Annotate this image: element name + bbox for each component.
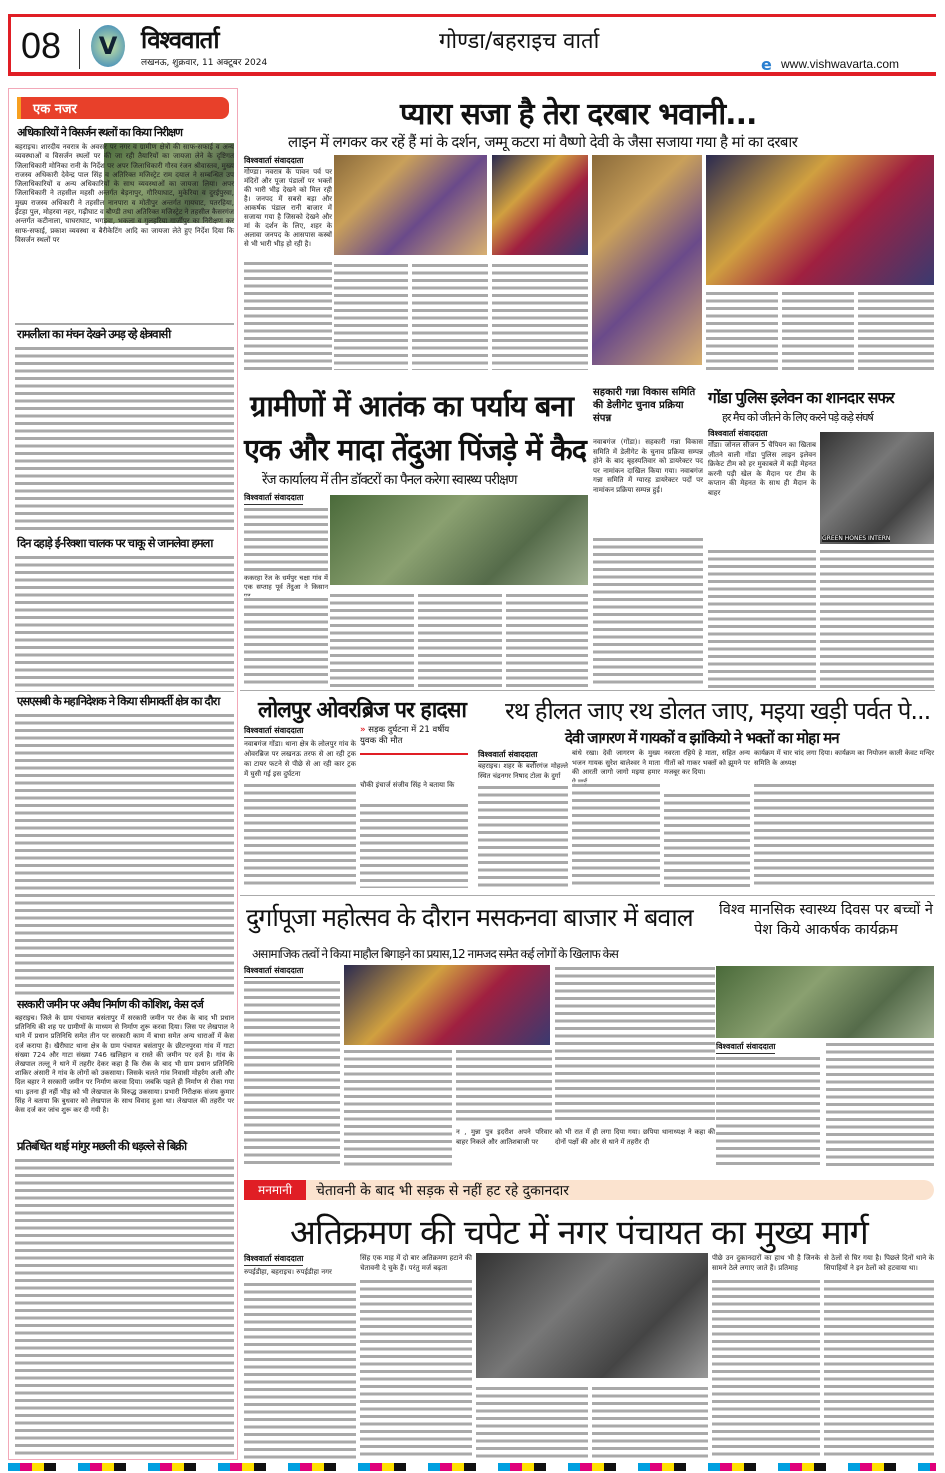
article-body: गोण्डा। नवरात्र के पावन पर्व पर मंदिरों और पूजा पंडालों पर भक्तों की भारी भीड़ देखने को मिल रही है। जनपद में सबसे बड़ा और आकर्षक पंडाल रानी बाजार में सजाया गया है जिसको देखने और मां के दर्शन के लिए, शहर के अलावा जनपद के आसपास कस्बों से भी भारी भीड़ हो रही है। bbox=[244, 168, 332, 248]
kicker-tag: मनमानी bbox=[244, 1180, 306, 1200]
article-body bbox=[15, 345, 234, 533]
paper-name: विश्ववार्ता bbox=[141, 26, 219, 54]
quote-chevron-icon: » bbox=[360, 725, 366, 735]
article-body: गोंडा। जोनल सीजन 5 चैंपियन का खिताब जीतने वाली गोंडा पुलिस लाइन इलेवन क्रिकेट टीम को हर मुकाबले में कड़ी मेहनत करनी पड़ी खेल के मैदान पर टीम के कप्तान की मेहनत के साथ ही मैदान के बाहर bbox=[708, 441, 816, 497]
section-tab: एक नजर bbox=[17, 97, 229, 119]
children-program-photo bbox=[716, 966, 934, 1038]
article-body: सिंह एक माह में दो बार अतिक्रमण हटाने की चेतावनी दे चुके हैं। परंतु मर्ज बढ़ता bbox=[360, 1254, 472, 1272]
idol-photo bbox=[492, 155, 588, 255]
police-subhead: हर मैच को जीतने के लिए करने पड़े कड़े संघर्ष bbox=[722, 411, 873, 424]
article-body bbox=[15, 712, 234, 995]
photo-banner: GREEN HONES INTERN bbox=[822, 535, 891, 542]
encroach-headline: अतिक्रमण की चपेट में नगर पंचायत का मुख्य मार्ग bbox=[290, 1213, 868, 1253]
article-body: कार्यक्रम में चार चांद लगा दिया। कार्यक्रम का नियोजन काली केवट मन्दिर समिति के अध्यक्ष bbox=[754, 749, 934, 767]
pull-quote-text: सड़क दुर्घटना में 21 वर्षीय युवक की मौत bbox=[360, 725, 450, 746]
ek-nazar-column bbox=[8, 88, 238, 1460]
goddess-photo bbox=[592, 155, 702, 365]
headline: एसएसबी के महानिदेशक ने किया सीमावर्ती क्षेत्र का दौरा bbox=[17, 694, 220, 708]
headline: सरकारी जमीन पर अवैध निर्माण की कोशिश, केस दर्ज bbox=[17, 998, 203, 1011]
article-body: न , मुन्ना पुत्र इदरीश अपने परिवार बाहर निकले और आतिशबाजी पर bbox=[456, 1128, 552, 1146]
lead-headline: प्यारा सजा है तेरा दरबार भवानी... bbox=[400, 97, 757, 132]
headline: रामलीला का मंचन देखने उमड़ रहे क्षेत्रवासी bbox=[17, 327, 171, 341]
durga-procession-photo bbox=[344, 965, 550, 1045]
website-url[interactable]: www.vishwavarta.com bbox=[781, 57, 900, 71]
article-body: रुपईडीहा, बहराइच। रुपईडीहा नगर bbox=[244, 1268, 332, 1276]
article-body: ककरहा रेंज के धर्मपुर चक्षा गांव में एक सप्ताह पूर्व तेंदुआ ने किसान bbox=[244, 574, 328, 591]
byline: विश्ववार्ता संवाददाता bbox=[244, 155, 303, 168]
section-title: गोण्डा/बहराइच वार्ता bbox=[439, 29, 600, 54]
mental-health-headline: विश्व मानसिक स्वास्थ्य दिवस पर बच्चों ने पेश किये आकर्षक कार्यक्रम bbox=[719, 902, 933, 938]
page-number: 08 bbox=[21, 25, 62, 66]
masthead bbox=[8, 14, 936, 76]
durga-subhead: असामाजिक तत्वों ने किया माहौल बिगाड़ने का प्रयास,12 नामजद समेत कई लोगों के खिलाफ केस bbox=[252, 947, 618, 961]
article-body: बहराइच। जिले के ग्राम पंचायत बसंतापुर में सरकारी जमीन पर रोक के बाद भी प्रधान प्रतिनिधि की शह पर ग्रामीणों के माध्यम से निर्माण शुरू करवा दिया। जिस पर लेखपाल ने थाने में प्रधान प्रतिनिधि समेत तीन पर सरकारी काम में बाधा समेत अन्य धाराओं में केस दर्ज कराया है। खैरीघाट थाना क्षेत्र के ग्राम पंचायत बसंतापुर के छीटनपुरवा गांव में गाटा संख्या 724 और गाटा संख्या 746 खलिहान व रास्ते की जमीन पर दर्ज है। गांव के लेखपाल तल्लू ने थाने में तहरीर देकर कहा है कि रोक के बाद भी ग्राम प्रधान प्रतिनिधि शाकिर अंसारी ने गांव के लोगों को उकसाया। जिसके चलते गांव निवासी मोहर्रम अली और दिल बहार ने सरकारी जमीन पर निर्माण करवा दिया। जबकि पहले ही निर्माण से रोका गया था। इतना ही नहीं भीड़ को भी लेखपाल के विरुद्ध उकसाया। प्रभारी निरीक्षक संजय कुमार सिंह ने बताया कि बुधवार को लेखपाल के साथ विवाद हुआ था। लेखपाल की तहरीर पर केस दर्ज कर जांच शुरू कर दी गयी है। bbox=[15, 1014, 234, 1115]
byline: विश्ववार्ता संवाददाता bbox=[244, 965, 303, 978]
kicker-banner bbox=[244, 1180, 934, 1200]
article-body: नवरता रहिये हे माता, सहित अन्य गीतों को गाकर भक्तों को झूमने पर मजबूर कर दिया। bbox=[664, 749, 750, 776]
road-encroachment-photo bbox=[476, 1253, 708, 1378]
leopard-headline-2: एक और मादा तेंदुआ पिंजड़े में कैद bbox=[244, 433, 586, 468]
lolpur-headline: लोलपुर ओवरब्रिज पर हादसा bbox=[258, 698, 466, 723]
byline: विश्ववार्ता संवाददाता bbox=[708, 428, 767, 441]
article-body bbox=[15, 1157, 234, 1457]
cricket-team-photo bbox=[820, 432, 934, 544]
logo-icon: V bbox=[91, 25, 125, 67]
pull-quote bbox=[360, 725, 468, 755]
durga-pandal-photo bbox=[334, 155, 487, 255]
byline: विश्ववार्ता संवाददाता bbox=[244, 492, 303, 505]
headline: अधिकारियों ने विसर्जन स्थलों का किया निरीक्षण bbox=[17, 126, 183, 139]
kicker-text: चेतावनी के बाद भी सड़क से नहीं हट रहे दुकानदार bbox=[316, 1183, 570, 1199]
headline: दिन दहाड़े ई-रिक्शा चालक पर चाकू से जानलेवा हमला bbox=[17, 536, 213, 550]
byline: विश्ववार्ता संवाददाता bbox=[244, 1253, 303, 1266]
article-body bbox=[15, 554, 234, 692]
article-body: पीछे उन दुकानदारों का हाथ भी है जिनके सामने ठेले लगाए जाते हैं। प्रतिमाह bbox=[712, 1254, 820, 1272]
police-headline: गोंडा पुलिस इलेवन का शानदार सफर bbox=[708, 389, 894, 407]
article-body: बांधे रखा। देवी जागरण के मुख्य भजन गायक सुरेश बालेश्वर ने माता की आरती जागो जागो मइया हमार bbox=[572, 749, 660, 776]
leopard-subhead: रेंज कार्यालय में तीन डॉक्टरों का पैनल करेगा स्वास्थ्य परीक्षण bbox=[262, 472, 517, 488]
leopard-cage-photo bbox=[330, 495, 588, 585]
durga-headline: दुर्गापूजा महोत्सव के दौरान मसकनवा बाजार में बवाल bbox=[246, 903, 693, 932]
leopard-headline-1: ग्रामीणों में आतंक का पर्याय बना bbox=[250, 389, 574, 423]
headline: प्रतिबंधित थाई मांगुर मछली की धड़ल्ले से बिक्री bbox=[17, 1139, 187, 1153]
article-body: बहराइच। शहर के बशीरगंज मोहल्ले स्थित चंद्रनगर निषाद टोला के दुर्गा bbox=[478, 762, 568, 780]
rath-headline: रथ हीलत जाए रथ डोलत जाए, मइया खड़ी पर्वत पे... bbox=[505, 697, 931, 725]
byline: विश्ववार्ता संवाददाता bbox=[716, 1041, 775, 1054]
article-body: चौकी इंचार्ज संजीव सिंह ने बताया कि bbox=[360, 781, 455, 789]
article-body: नवाबगंज (गोंडा)। सहकारी गन्ना विकास समिति में डेलीगेट के चुनाव प्रक्रिया सम्पन्न होने के बाद बृहस्पतिवार को डायरेक्टर पद पर नामांकन दाखिल किया गया। नवाबगंज गन्ना समिति में ग्यारह डायरेक्टर पदों पर नामांकन प्रक्रिया सम्पन्न हुई। bbox=[593, 438, 703, 494]
lead-subhead: लाइन में लगकर कर रहें हैं मां के दर्शन, जम्मू कटरा मां वैष्णो देवी के जैसा सजाया गया है मां का दरबार bbox=[288, 133, 798, 151]
article-body: को भी रात में ही लगा दिया गया। छपिया थानाध्यक्ष ने कहा की दोनों पक्षों की ओर से थाने में तहरीर दी bbox=[555, 1128, 715, 1146]
rath-subhead: देवी जागरण में गायकों व झांकियो ने भक्तों का मोहा मन bbox=[565, 729, 839, 747]
dateline: लखनऊ, शुक्रवार, 11 अक्टूबर 2024 bbox=[141, 58, 268, 68]
article-body: से ठेलों से घिर गया है। पिछले दिनों थाने के सिपाहियों ने इन ठेलों को हटवाया था। bbox=[824, 1254, 934, 1272]
byline: विश्ववार्ता संवाददाता bbox=[244, 725, 303, 738]
article-body: बहराइच। शारदीय नवरात्र के अवसर पर नगर व ग्रामीण क्षेत्रों की साफ-सफाई व अन्य व्यवस्थाओं व विसर्जन स्थलों पर की जा रही तैयारियों का जायजा लेने के दृष्टिगत जिलाधिकारी मोनिका रानी के निर्देश पर अपर जिलाधिकारी गौरव रंजन श्रीवास्तव, मुख्य राजस्व अधिकारी देवेन्द्र पाल सिंह व अतिरिक्त मजिस्ट्रेट राम दयाल ने सम्बन्धित उप जिलाधिकारियों व अन्य अधिकारियों के साथ व्यवस्थाओं का जायजा लिया। अपर जिलाधिकारी ने तहसील महसी अन्तर्गत बेड़नापुर, गौरियाघाट, मुकेरिया व दुरईपुरवा, मुख्य राजस्व अधिकारी ने तहसील नानपारा व मोतीपुर अन्तर्गत गायघाट, पतरहिया, ईंटहा पुल, मोहरवा नहर, गढ़ीघाट व बौण्डी तथा अतिरिक्त मजिस्ट्रेट ने तहसील कैसरगंज अन्तर्गत कटीनाला, घाघराघाट, भगड़वा, भकला व गुलहरिया गार्जीपुर का निरीक्षण कर साफ-सफाई, प्रकाश व्यवस्था व बैरीकेटिंग आदि का जायजा लेते हुए निर्देश दिया कि विसर्जन स्थलों पर bbox=[15, 143, 234, 244]
globe-icon: e bbox=[761, 55, 772, 74]
article-body: नवाबगंज गोंडा। थाना क्षेत्र के लोलपुर गांव के ओवरब्रिज पर लखनऊ तरफ से आ रही ट्रक का टायर फटने से पीछे से आ रही कार ट्रक में घुसी गई इस दुर्घटना bbox=[244, 740, 356, 778]
print-registration-bar bbox=[8, 1463, 936, 1471]
byline: विश्ववार्ता संवाददाता bbox=[478, 749, 537, 762]
night-pandal-photo bbox=[706, 155, 934, 285]
sahkari-headline: सहकारी गन्ना विकास समिति की डेलीगेट चुनाव प्रक्रिया संपन्न bbox=[593, 387, 696, 424]
